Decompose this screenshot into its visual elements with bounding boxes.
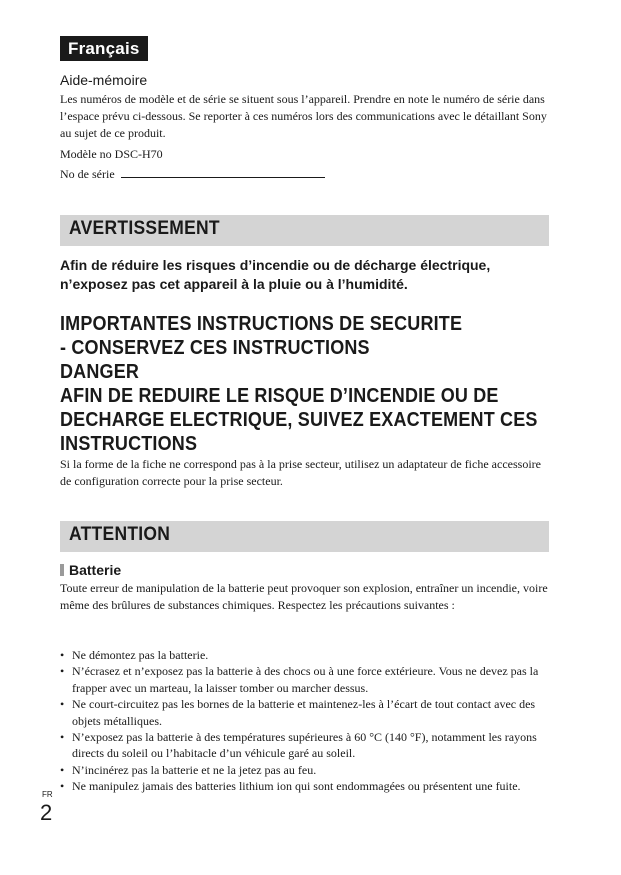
language-badge: Français bbox=[60, 36, 148, 61]
attention-heading: ATTENTION bbox=[69, 524, 171, 545]
list-item: • N’exposez pas la batterie à des températures supérieures à 60 °C (140 °F), notamment les rayons directs du soleil ou l’habitacle d’un véhicule garé au soleil. bbox=[60, 730, 537, 761]
warning-section-bar bbox=[60, 215, 549, 246]
memo-title: Aide-mémoire bbox=[60, 72, 148, 88]
plug-note: Si la forme de la fiche ne correspond pas à la prise secteur, utilisez un adaptateur de fiche accessoire de configuration correcte pour la prise secteur. bbox=[60, 457, 541, 488]
page-number: 2 bbox=[40, 800, 53, 825]
safety-line: - CONSERVEZ CES INSTRUCTIONS bbox=[60, 337, 370, 359]
language-code: FR bbox=[42, 790, 53, 799]
safety-line: INSTRUCTIONS bbox=[60, 433, 198, 455]
list-item: • N’écrasez et n’exposez pas la batterie à des chocs ou à une force extérieure. Vous ne devez pas la frapper avec un marteau, la laisser tomber ou marcher dessus. bbox=[60, 664, 539, 695]
list-item: • Ne démontez pas la batterie. bbox=[60, 648, 209, 662]
battery-intro: Toute erreur de manipulation de la batterie peut provoquer son explosion, entraîner un incendie, voire même des brûlures de substances chimiques. Respectez les précautions suivantes : bbox=[60, 581, 548, 612]
memo-body: Les numéros de modèle et de série se situent sous l’appareil. Prendre en note le numéro de série dans l’espace prévu ci-dessous. Se reporter à ces numéros lors des communications avec le détaillant Sony au sujet de ce produit. bbox=[60, 92, 547, 140]
list-item: • Ne court-circuitez pas les bornes de la batterie et maintenez-les à l’écart de tout contact avec des objets métalliques. bbox=[60, 697, 536, 728]
serial-number-blank bbox=[121, 168, 325, 178]
bullet-symbol: • bbox=[60, 648, 65, 662]
serial-number-label: No de série bbox=[60, 167, 115, 181]
model-number-line: Modèle no DSC-H70 bbox=[60, 147, 163, 161]
safety-line: DECHARGE ELECTRIQUE, SUIVEZ EXACTEMENT CES bbox=[60, 409, 538, 431]
subheading-marker bbox=[60, 564, 64, 576]
list-item: • N’incinérez pas la batterie et ne la jetez pas au feu. bbox=[60, 762, 317, 777]
warning-heading: AVERTISSEMENT bbox=[69, 218, 220, 239]
bullet-symbol: • bbox=[60, 779, 65, 794]
attention-section-bar bbox=[60, 521, 549, 552]
bullet-symbol: • bbox=[60, 730, 65, 745]
safety-line: AFIN DE REDUIRE LE RISQUE D’INCENDIE OU DE bbox=[60, 385, 499, 407]
serial-number-line bbox=[60, 166, 325, 183]
battery-precautions-list bbox=[60, 647, 552, 795]
list-item: • Ne manipulez jamais des batteries lithium ion qui sont endommagées ou présentent une fuite. bbox=[60, 779, 521, 794]
bullet-symbol: • bbox=[60, 664, 65, 679]
battery-subheading bbox=[60, 562, 121, 578]
safety-instructions-heading bbox=[60, 312, 538, 456]
safety-line: IMPORTANTES INSTRUCTIONS DE SECURITE bbox=[60, 313, 463, 335]
safety-line: DANGER bbox=[60, 361, 140, 383]
warning-text: Afin de réduire les risques d’incendie ou de décharge électrique, n’exposez pas cet appareil à la pluie ou à l’humidité. bbox=[60, 257, 491, 292]
bullet-symbol: • bbox=[60, 762, 65, 777]
battery-title: Batterie bbox=[69, 562, 122, 578]
bullet-symbol: • bbox=[60, 697, 65, 712]
